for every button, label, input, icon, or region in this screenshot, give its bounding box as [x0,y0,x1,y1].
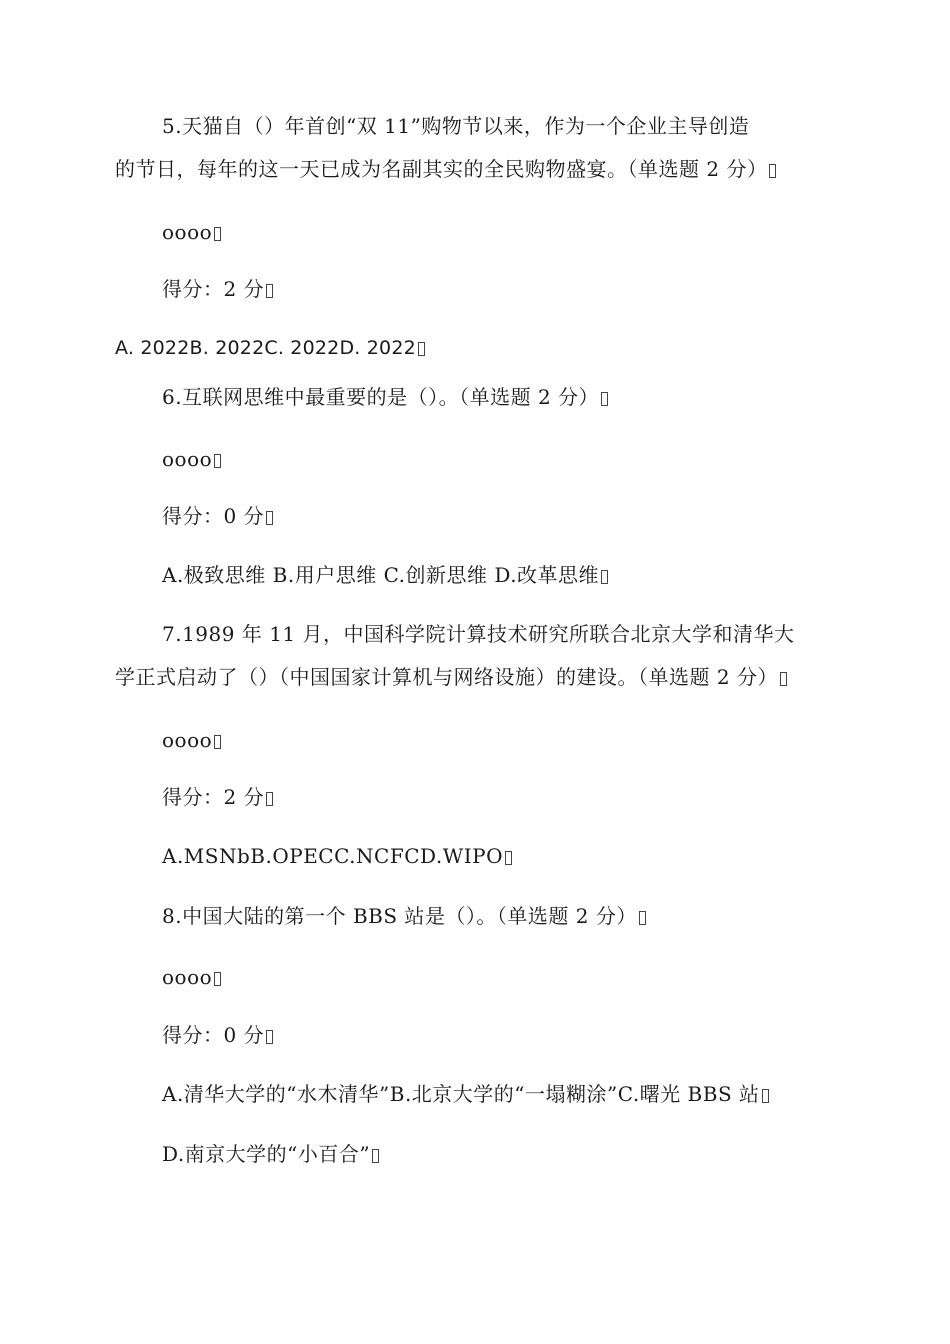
question-7-options-marker: oooo [162,726,221,754]
paragraph-mark-icon [266,511,273,525]
paragraph-mark-icon [266,284,273,298]
question-6-stem-line1: 6.互联网思维中最重要的是（）。（单选题 2 分） [162,383,608,411]
question-6-choices: A.极致思维 B.用户思维 C.创新思维 D.改革思维 [162,561,608,589]
question-6-score: 得分：0 分 [162,502,273,530]
question-7-choices: A.MSNbB.OPECC.NCFCD.WIPO [162,842,512,870]
question-7-stem-line2: 学正式启动了（）（中国国家计算机与网络设施）的建设。（单选题 2 分） [115,663,787,691]
question-5-stem-line1: 5.天猫自（）年首创“双 11”购物节以来，作为一个企业主导创造 [162,114,750,138]
question-8-choices-line2: D.南京大学的“小百合” [162,1140,379,1168]
paragraph-mark-icon [214,227,221,241]
question-8-options-marker: oooo [162,963,221,991]
question-5-score: 得分：2 分 [162,275,273,303]
question-5-choices: A. 2022B. 2022C. 2022D. 2022 [115,334,425,362]
question-8-choices: A.清华大学的“水木清华”B.北京大学的“一塌糊涂”C.曙光 BBS 站 [162,1080,769,1108]
paragraph-mark-icon [372,1149,379,1163]
paragraph-mark-icon [266,792,273,806]
paragraph-mark-icon [214,454,221,468]
paragraph-mark-icon [266,1030,273,1044]
paragraph-mark-icon [505,851,512,865]
paragraph-mark-icon [762,1089,769,1103]
question-6-options-marker: oooo [162,445,221,473]
question-5-options-marker: oooo [162,218,221,246]
paragraph-mark-icon [601,570,608,584]
question-8-score: 得分：0 分 [162,1021,273,1049]
paragraph-mark-icon [601,392,608,406]
paragraph-mark-icon [780,672,787,686]
paragraph-mark-icon [769,164,776,178]
paragraph-mark-icon [214,972,221,986]
question-7-stem-line1: 7.1989 年 11 月，中国科学院计算技术研究所联合北京大学和清华大 [162,622,795,646]
question-8-stem-line1: 8.中国大陆的第一个 BBS 站是（）。（单选题 2 分） [162,902,646,930]
question-7-score: 得分：2 分 [162,783,273,811]
question-5-stem-line2: 的节日，每年的这一天已成为名副其实的全民购物盛宴。（单选题 2 分） [115,155,776,183]
paragraph-mark-icon [639,911,646,925]
paragraph-mark-icon [214,735,221,749]
paragraph-mark-icon [418,342,425,356]
